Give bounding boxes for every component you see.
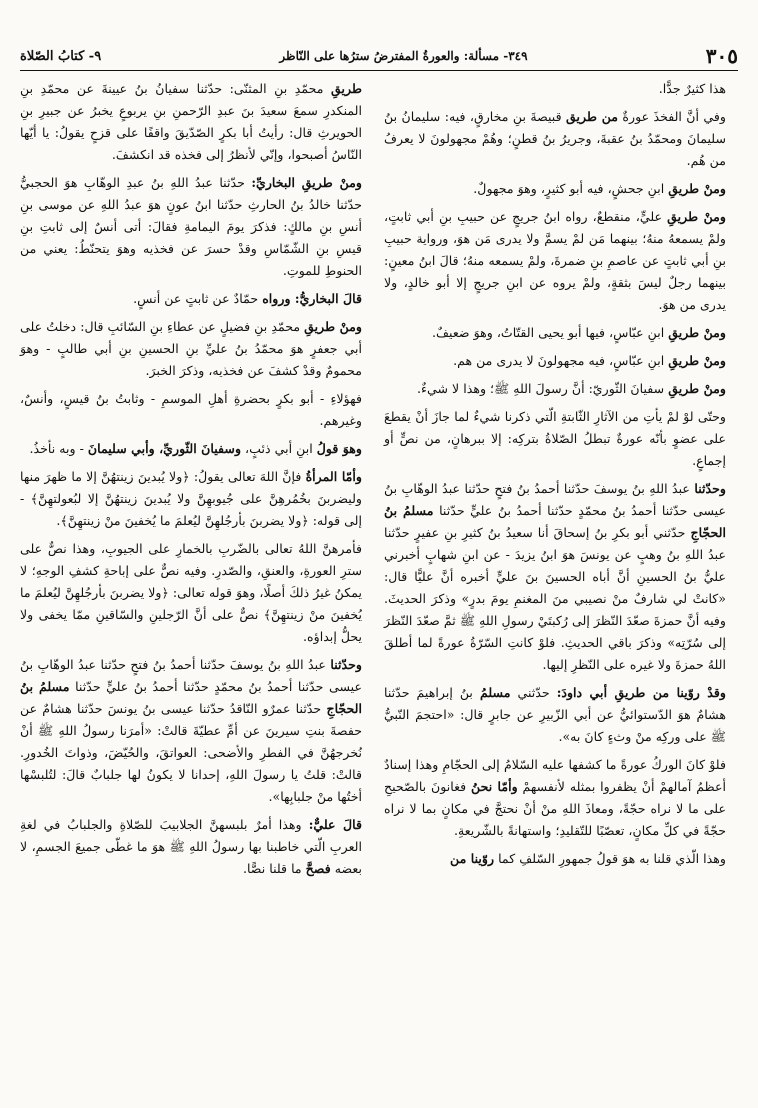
paragraph [384, 350, 726, 372]
text-run: حمّادٌ عن ثابتٍ عن أنسٍ. [133, 291, 263, 306]
bold-phrase: فصحَّ [305, 861, 331, 876]
paragraph [384, 378, 726, 400]
text-run: محمّدِ بنِ المثنّى: حدّثنا سفيانُ بنُ عيينةَ عن محمّدِ بنِ المنكدرِ سمعَ سعيدَ بنَ عبدِ الرّحمنِ بنِ يربوعٍ يخبرُ عن جبيرِ بنِ الحويرثِ قال: رأيتُ أبا بكرٍ الصّدّيقَ واقفًا على قزحٍ يقولُ: يا أيّها النّاسُ أصبحوا، وإنّي لأنظرُ إلى فخذه قد انكشفَ. [20, 81, 362, 162]
text-run: سفيانَ الثّوريّ: أنَّ رسولَ اللهِ ﷺ؛ وهذا لا شيءٌ. [417, 381, 669, 396]
bold-phrase: وأمّا نحنُ [471, 779, 518, 794]
text-run: هذا كثيرٌ جدًّا. [658, 81, 726, 96]
bold-phrase: وسفيانَ الثّوريِّ، وأبي سليمانَ [87, 441, 242, 456]
bold-phrase: ومنْ طريقِ [668, 181, 726, 196]
paragraph [384, 406, 726, 472]
bold-phrase: طريقِ [331, 81, 362, 96]
left-column [20, 78, 362, 886]
paragraph [384, 178, 726, 200]
text-run: حدّثنا عبدُ اللهِ بنُ عبدِ الوهّابِ هوَ الحجبيُّ حدّثنا خالدُ بنُ الحارثِ حدّثنا ابنُ عونٍ هوَ عبدُ اللهِ عن موسى بنِ أنسِ بنِ مالكٍ: فذكرَ يومَ اليمامةِ فقالَ: أتى أنسٌ إلى ثابتِ بنِ قيسِ بنِ الشّمّاسِ وقدْ حسرَ عن فخذيه وهوَ يتحنّطُ: يعني من الحنوطِ للموتِ. [20, 175, 362, 278]
paragraph [20, 316, 362, 382]
text-run: ما قلنا نصًّا. [242, 861, 306, 876]
text-run: قبيصةَ بنِ مخارقٍ، فيه: سليمانُ بنُ سليمانَ ومحمّدُ بنُ عقبةَ، وجريرُ بنُ قطنٍ؛ وهُمْ مجهولونَ لا يعرفُ من هُم. [384, 109, 726, 168]
paragraph [20, 466, 362, 532]
paragraph [384, 754, 726, 842]
paragraph [384, 78, 726, 100]
text-run: محمّدِ بنِ فضيلٍ عن عطاءِ بنِ السّائبِ قال: دخلتُ على أبي جعفرٍ هوَ محمّدُ بنُ عليِّ بنِ الحسينِ بنِ أبي طالبٍ - وهوَ محمومٌ وقدْ كشفَ عن فخذيه، وذكرَ الخبرَ. [20, 319, 362, 378]
right-column [384, 78, 726, 876]
paragraph [20, 654, 362, 808]
bold-phrase: وحدّثنا [330, 657, 362, 672]
paragraph [20, 814, 362, 880]
paragraph [384, 206, 726, 316]
text-run: حدّثني أبو بكرِ بنُ إسحاقَ أنا سعيدُ بنُ كثيرِ بنِ عفيرٍ حدّثنا عبدُ اللهِ بنُ وهبٍ عن يونسَ هوَ ابنُ يزيدَ - عن ابنِ شهابٍ أخبرني عليُّ بنُ الحسينِ أنَّ أباه الحسينَ بنَ عليٍّ أخبره أنَّ عليًّا قال: «كانتْ لي شارفٌ منْ نصيبي منَ المغنمِ يومَ بدرٍ» وذكرَ الحديثَ. وفيه أنَّ حمزةَ صعّدَ النّظرَ إلى رُكبتَيْ رسولِ اللهِ ﷺ ثمَّ صعّدَ النّظرَ إلى سُرّتِه» وذكرَ باقي الحديثِ. فلوْ كانتِ السّرّةُ عورةً لما أطلقَ اللهُ حمزةَ ولا غيره على النّظرِ إليها. [384, 525, 726, 672]
paragraph [20, 438, 362, 460]
bold-phrase: روّينا من [450, 851, 495, 866]
text-run: ابنِ جحشٍ، فيه أبو كثيرٍ، وهوَ مجهولٌ. [473, 181, 669, 196]
paragraph [384, 848, 726, 870]
chapter-title: ٩- كتابُ الصّلاة [20, 48, 102, 64]
text-run: فلوْ كانَ الوركُ عورةً ما كشفها عليه السّلامُ إلى الحجّامِ وهذا إسنادٌ أعظمُ آمالهمْ أنْ يظفروا بمثله لأنفسهمْ [384, 757, 726, 794]
bold-phrase: ومنْ طريقِ البخاريِّ: [251, 175, 362, 190]
paragraph [384, 682, 726, 748]
text-run: ابنِ أبي ذئبٍ، [241, 441, 317, 456]
paragraph [384, 478, 726, 676]
paragraph [384, 322, 726, 344]
text-run: فهؤلاءِ - أبو بكرٍ بحضرةِ أهلِ الموسمِ - وثابتُ بنُ قيسٍ، وأنسٌ، وغيرهم. [20, 391, 362, 428]
bold-phrase: وحدّثنا [694, 481, 726, 496]
text-run: عليٍّ، منقطعٌ، رواه ابنُ جريجٍ عن حبيبِ بنِ أبي ثابتٍ، ولمْ يسمعهُ منهُ؛ بينهما مَن لمْ يسمَّ ولا يدرى مَن هوَ، ورواية حبيبِ بنِ أبي ثابتٍ عن عاصمِ بنِ ضمرةَ، ولمْ يسمعه منهُ؛ قالَ ابنُ معينٍ: بينهما رجلٌ ليسَ بثقةٍ، ولمْ يروه عن ابنِ جريجٍ إلا أبو خالدٍ، ولا يدرى من هوَ. [384, 209, 726, 312]
text-run: فأمرهنَّ اللهُ تعالى بالضّربِ بالخمارِ على الجيوبِ، وهذا نصٌّ على سترِ العورةِ، والعنقِ، والصّدرِ. وفيه نصٌّ على إباحةِ كشفِ الوجهِ؛ لا يمكنُ غيرُ ذلكَ أصلًا، وهوَ قوله تعالى: ﴿ولا يضربنَ بأرجُلهِنَّ ليُعلمَ ما يُخفينَ منْ زينتهِنَّ﴾ نصٌّ على أنَّ الرّجلينِ والسّاقينِ ممّا يخفى ولا يحلُّ إبداؤه. [20, 541, 362, 644]
text-run: وهذا أمرٌ بلبسهنَّ الجلابيبَ للصّلاةِ والجلبابُ في لغةِ العربِ الّتي خاطبنا بها رسولُ اللهِ ﷺ هوَ ما غطّى جميعَ الجسمِ، لا بعضه [20, 817, 362, 876]
text-run: عبدُ اللهِ بنُ يوسفَ حدّثنا أحمدُ بنُ فتحٍ حدّثنا عبدُ الوهّابِ بنُ عيسى حدّثنا أحمدُ بنُ محمّدٍ حدّثنا أحمدُ بنُ عليٍّ حدّثنا [384, 481, 726, 518]
bold-phrase: ومنْ طريقِ [668, 325, 726, 340]
text-run: بنُ إبراهيمَ حدّثنا هشامٌ هوَ الدّستوائيُّ عن أبي الزّبيرِ عن جابرٍ قال: «احتجمَ النّبيُّ ﷺ على وركِه منْ وثءٍ كانَ به». [384, 685, 726, 744]
bold-phrase: قالَ البخاريُّ: ورواه [262, 291, 362, 306]
section-title: ٣٤٩- مسألة: والعورةُ المفترضُ سترُها على النّاظر [279, 49, 528, 63]
paragraph [20, 538, 362, 648]
bold-phrase: مسلمُ بنُ الحجّاجِ [384, 503, 726, 540]
header-rule [20, 70, 738, 71]
paragraph [384, 106, 726, 172]
text-run: ابنِ عبّاسٍ، فيها أبو يحيى القتّاتُ، وهوَ ضعيفٌ. [432, 325, 669, 340]
text-run: - وبه نأخذُ. [29, 441, 88, 456]
bold-phrase: ومنْ طريقِ [668, 353, 726, 368]
text-run: ابنِ عبّاسٍ، فيه مجهولونَ لا يدرى من هم. [453, 353, 669, 368]
page-number: ٣٠٥ [705, 44, 738, 68]
bold-phrase: وهوَ قولُ [316, 441, 362, 456]
bold-phrase: ومنْ طريقِ [304, 319, 363, 334]
paragraph [20, 172, 362, 282]
bold-phrase: ومنْ طريقِ [667, 209, 726, 224]
text-run: وفي أنَّ الفخذَ عورةٌ [618, 109, 726, 124]
bold-phrase: مسلمُ بنُ الحجّاجِ [20, 679, 362, 716]
paragraph [20, 78, 362, 166]
text-run: عبدُ اللهِ بنُ يوسفَ حدّثنا أحمدُ بنُ فتحٍ حدّثنا عبدُ الوهّابِ بنُ عيسى حدّثنا أحمدُ بنُ محمّدٍ حدّثنا أحمدُ بنُ عليٍّ حدّثنا [20, 657, 362, 694]
bold-phrase: وقدْ روّينا من طريقِ أبي داودَ: [556, 685, 726, 700]
bold-phrase: من طريق [565, 109, 619, 124]
paragraph [20, 288, 362, 310]
text-run: فإنَّ اللهَ تعالى يقولُ: ﴿ولا يُبدينَ زينتهُنَّ إلا ما ظهرَ منها وليضربنَ بخُمُرهِنَّ على جُيوبهِنَّ ولا يُبدينَ زينتهُنَّ إلا لبُعولتهِنَّ﴾ - إلى قوله: ﴿ولا يضربنَ بأرجُلهِنَّ ليُعلمَ ما يُخفينَ منْ زينتهِنَّ﴾. [20, 469, 362, 528]
paragraph [20, 388, 362, 432]
text-run: وحتّى لوْ لمْ يأتِ من الآثارِ الثّابتةِ الّتي ذكرنا شيءٌ لما جازَ أنْ يقطعَ على عضوٍ بأنّه عورةٌ تبطلُ الصّلاةُ بتركِه: إلا ببرهانٍ، من نصٍّ أو إجماعٍ. [384, 409, 726, 468]
text-run: حدّثنا عمرٌو النّاقدُ حدّثنا عيسى بنُ يونسَ حدّثنا هشامٌ عن حفصةَ بنتِ سيرينَ عن أمِّ عطيّةَ قالتْ: «أمرَنا رسولُ اللهِ ﷺ أنْ نُخرجهُنَّ في الفطرِ والأضحى: العواتقَ، والحُيّضَ، وذواتَ الخُدورِ. قالتْ: قلتُ يا رسولَ اللهِ، إحدانا لا يكونُ لها جلبابٌ قالَ: لتُلبسْها أختُها منْ جلبابِها». [20, 701, 362, 804]
bold-phrase: وأمّا المرأةُ [305, 469, 362, 484]
bold-phrase: قالَ عليٌّ: [308, 817, 362, 832]
text-run: وهذا الّذي قلنا به هوَ قولُ جمهورِ السّلفِ كما [494, 851, 726, 866]
bold-phrase: ومنْ طريقِ [668, 381, 726, 396]
bold-phrase: مسلمُ [479, 685, 511, 700]
running-header [20, 44, 738, 68]
text-run: حدّثني [510, 685, 557, 700]
text-run: فغانونَ بالصّحيحِ على ما لا نراه حجّةً، ومعاذَ اللهِ منْ أنْ نحتجَّ في مكانٍ بما لا نراه حجّةً في كلِّ مكانٍ، تعصّبًا للتّقليدِ؛ واستهانةً بالشّريعةِ. [384, 779, 726, 838]
